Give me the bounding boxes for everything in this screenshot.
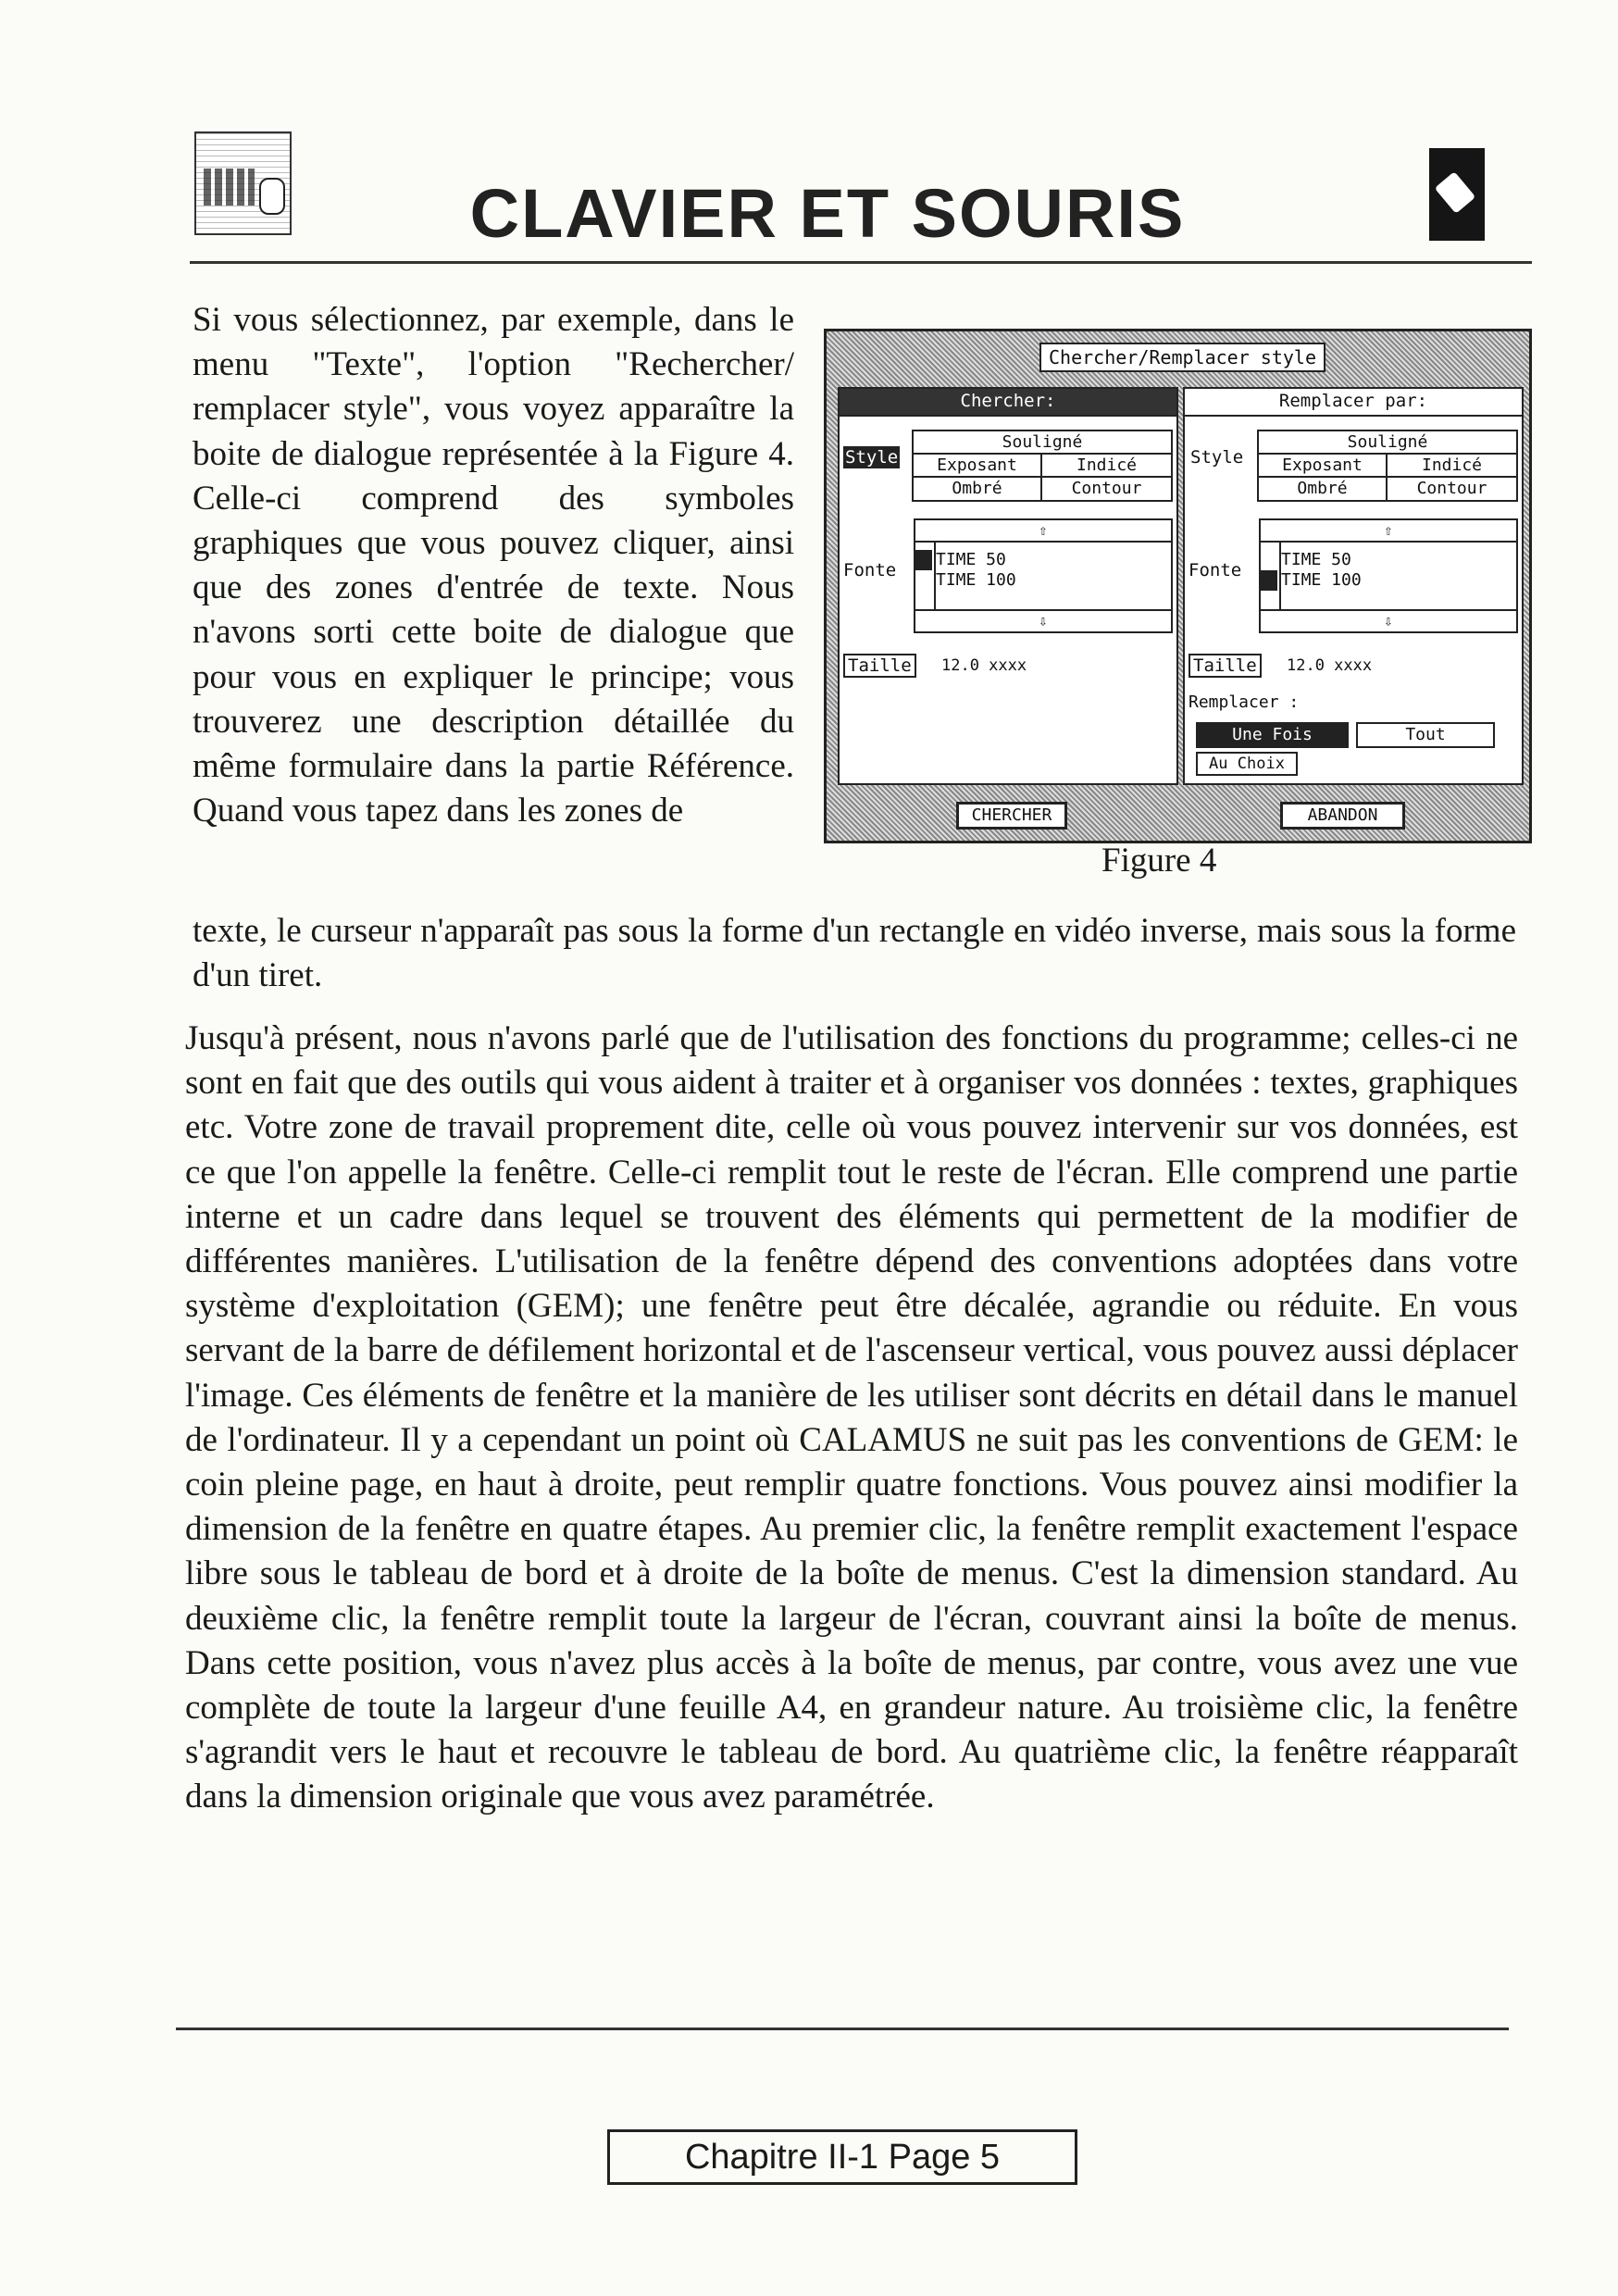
header-divider (190, 261, 1532, 264)
footer-divider (176, 2028, 1509, 2030)
replace-fonte-label: Fonte (1189, 560, 1242, 580)
dialog-title: Chercher/Remplacer style (1039, 343, 1326, 372)
search-fonte-label: Fonte (843, 560, 897, 580)
search-ombre-option[interactable]: Ombré (914, 478, 1042, 501)
replace-font-items (1261, 543, 1516, 609)
replace-indice-option[interactable]: Indicé (1421, 455, 1483, 475)
search-font-list (914, 518, 1173, 633)
paragraph-window: Jusqu'à présent, nous n'avons parlé que de l'utilisation des fonctions du programme; celles-ci ne sont en fait que des outils qui vous aident à traiter et à organiser vos données : textes, graphiques etc. Votre zone de travail proprement dite, celle où vous pouvez intervenir sur vos données, est ce que l'on appelle la fenêtre. Celle-ci remplit tout le reste de l'écran. Elle comprend une partie interne et un cadre dans lequel se trouvent des éléments qui permettent de la modifier de différentes manières. L'utilisation de la fenêtre dépend des conventions adoptées dans votre système d'exploitation (GEM); une fenêtre peut être décalée, agrandie ou réduite. En vous servant de la barre de défilement horizontal et de l'ascenseur vertical, vous pouvez aussi déplacer l'image. Ces éléments de fenêtre et la manière de les utiliser sont décrits en détail dans le manuel de l'ordinateur. Il y a cependant un point où CALAMUS ne suit pas les conventions de GEM: le coin pleine page, en haut à droite, peut remplir quatre fonctions. Vous pouvez ainsi modifier la dimension de la fenêtre en quatre étapes. Au premier clic, la fenêtre remplit exactement l'espace libre sous le tableau de bord et à droite de la boîte de menus. C'est la dimension standard. Au deuxième clic, la fenêtre remplit toute la largeur de l'écran, couvrant ainsi la boîte de menus. Dans cette position, vous n'avez plus accès à la boîte de menus, par contre, vous avez une vue complète de toute la largeur d'une feuille A4, en grandeur nature. Au troisième clic, la fenêtre s'agrandit vers le haut et recouvre le tableau de bord. Au quatrième clic, la fenêtre réapparaît dans la dimension originale que vous avez paramétrée. (185, 1019, 1518, 1816)
search-taille-field[interactable]: 12.0 xxxx (941, 656, 1027, 675)
search-souligne-option[interactable]: Souligné (914, 431, 1171, 455)
paragraph-intro-left: Si vous sélectionnez, par exemple, dans le menu "Texte", l'option "Rechercher/ remplacer style", vous voyez apparaître la boite de dialogue représentée à la Figure 4. Celle-ci comprend des symboles graphiques que vous pouvez cliquer, ainsi que des zones d'entrée de texte. Nous n'avons sorti cette boite de dialogue que pour vous en expliquer le principe; vous trouverez une description détaillée du même formulaire dans la partie Référence. Quand vous tapez dans les zones de (193, 301, 794, 830)
replace-taille-button[interactable]: Taille (1189, 654, 1262, 678)
search-font-selector[interactable] (915, 550, 932, 570)
une-fois-button[interactable]: Une Fois (1196, 722, 1349, 748)
au-choix-button[interactable]: Au Choix (1196, 752, 1298, 776)
search-style-label[interactable]: Style (845, 447, 899, 468)
page-number-box: Chapitre II-1 Page 5 (607, 2129, 1077, 2185)
search-style-row3 (914, 478, 1171, 501)
replace-font-selector[interactable] (1261, 570, 1277, 591)
replace-font-scroll-up-icon[interactable]: ⇧ (1261, 520, 1516, 543)
remplacer-label: Remplacer : (1189, 693, 1300, 712)
paragraph-intro-continued: texte, le curseur n'apparaît pas sous la forme d'un rectangle en vidéo inverse, mais sous la forme d'un tiret. (193, 912, 1516, 995)
replace-contour-option[interactable]: Contour (1416, 479, 1487, 498)
search-font-items (915, 543, 1171, 609)
search-indice-option[interactable]: Indicé (1076, 455, 1138, 475)
replace-panel (1183, 387, 1524, 785)
search-panel-head: Chercher: (840, 389, 1176, 417)
cursor-shape (1435, 171, 1476, 214)
search-font-scroll-up-icon[interactable]: ⇧ (915, 520, 1171, 543)
chercher-button[interactable]: CHERCHER (956, 802, 1067, 830)
figure-caption: Figure 4 (1101, 842, 1217, 880)
replace-style-row2 (1259, 455, 1516, 478)
replace-ombre-option[interactable]: Ombré (1259, 478, 1388, 501)
tout-button[interactable]: Tout (1356, 722, 1495, 748)
replace-font-scroll-down-icon[interactable]: ⇩ (1261, 609, 1516, 631)
replace-style-grid (1257, 430, 1518, 502)
search-font-item[interactable]: TIME 100 (936, 570, 1016, 590)
replace-font-list (1259, 518, 1518, 633)
figure-dialog (824, 329, 1532, 843)
mouse-cursor-icon (1429, 148, 1485, 241)
search-style-grid (912, 430, 1173, 502)
replace-font-item[interactable]: TIME 50 (1281, 550, 1351, 569)
search-exposant-option[interactable]: Exposant (914, 455, 1042, 476)
replace-taille-field[interactable]: 12.0 xxxx (1287, 656, 1373, 675)
replace-exposant-option[interactable]: Exposant (1259, 455, 1388, 476)
replace-style-label[interactable]: Style (1190, 447, 1244, 468)
search-taille-button[interactable]: Taille (843, 654, 916, 678)
replace-panel-head: Remplacer par: (1185, 389, 1522, 417)
search-panel (838, 387, 1178, 785)
search-style-row2 (914, 455, 1171, 478)
replace-font-item[interactable]: TIME 100 (1281, 570, 1362, 590)
search-font-item[interactable]: TIME 50 (936, 550, 1006, 569)
search-font-scroll-down-icon[interactable]: ⇩ (915, 609, 1171, 631)
page-title: CLAVIER ET SOURIS (469, 175, 1186, 252)
replace-souligne-option[interactable]: Souligné (1259, 431, 1516, 455)
search-contour-option[interactable]: Contour (1071, 479, 1142, 498)
replace-style-row3 (1259, 478, 1516, 501)
abandon-button[interactable]: ABANDON (1280, 802, 1405, 830)
